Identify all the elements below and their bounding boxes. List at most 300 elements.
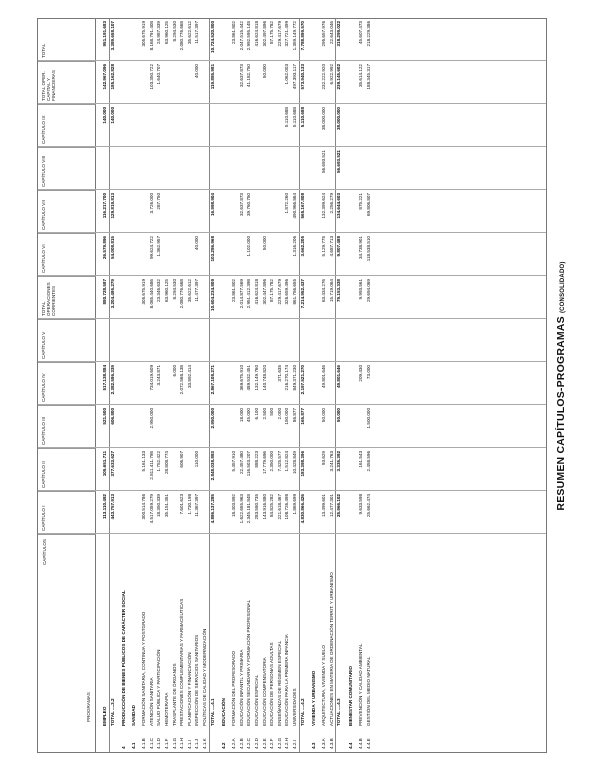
cell-cap8 [358,147,365,190]
table-row [262,19,269,752]
cell-total-op-corr: 23.346.632 [156,279,162,302]
cell-cap2 [172,448,179,491]
row-code [110,727,117,749]
row-label: TOTAL ....4.1 [209,698,215,726]
cell-cap8 [187,147,194,190]
cell-cap8 [164,147,171,190]
cell-total-op-corr [221,276,228,319]
cell-total-op-corr: 2.951.412.398 [246,279,252,309]
cell-cap4: 209.430 [358,365,363,382]
cell-cap8 [194,147,201,190]
cell-total: 2.992.595.148 [246,21,252,51]
row-code: 4.2.C [246,738,252,749]
cell-cap8 [277,147,284,190]
row-code: 4.3 [311,742,317,749]
row-label: EDUCACIÓN PARA LA PRIMERA INFANCIA [284,634,290,726]
cell-cap6: 9.807.488 [336,236,342,257]
row-label: EMPLEO [102,706,107,726]
total-separator [109,19,110,752]
cell-cap4: 132.149.760 [254,365,259,391]
cell-cap9 [254,104,261,147]
row-code: 4.2.B [238,738,244,749]
row-code: 4.2 [221,742,227,749]
cell-cap2: 888.223 [254,451,259,468]
cell-cap9: 140.000 [102,107,107,124]
cell-total-op-cap: 232.222.920 [321,64,327,90]
cell-total-op-corr: 326.659.496 [284,279,290,305]
cell-total: 22.643.046 [328,21,334,44]
cell-total [311,18,318,61]
cell-cap2: 3.335.392 [336,451,342,472]
cell-cap4: 371.635 [276,365,282,382]
cell-cap3: 45.000 [246,408,252,423]
cell-total-op-cap: 142.967.096 [102,64,107,90]
cell-total-op-cap: 6.922.992 [328,64,334,85]
cell-cap2: 3.241.763 [328,451,334,472]
cell-cap8 [121,147,128,190]
cell-total-op-cap: 41.182.750 [246,64,252,87]
cell-cap9 [172,104,179,147]
cell-total-op-corr: 305.675.919 [141,279,147,305]
cell-cap6: 3.662.205 [299,236,305,257]
row-label: EDUCACIÓN [221,698,227,726]
cell-cap9: 5.110.688 [299,107,305,128]
cell-total: 229.417.679 [276,21,282,47]
cell-cap9: 5.110.688 [292,107,297,128]
cell-total-op-corr: 416.624.818 [254,279,259,305]
cell-cap2: 1.512.824 [284,451,290,472]
cell-cap9 [277,104,284,147]
cell-cap5 [321,319,328,362]
cell-total-op-cap: 32.637.873 [238,64,244,87]
cell-total: 63.960.125 [164,21,169,44]
cell-cap5 [358,319,365,362]
cell-total: 327.721.499 [284,21,290,47]
cell-cap4 [221,362,228,405]
cell-total-op-corr: 8.065.440.686 [148,279,154,309]
cell-total: 305.675.919 [141,21,147,47]
cell-cap2: 2.848.038.893 [209,451,215,481]
cell-cap1 [221,491,228,534]
cell-cap1: 11.367.397 [194,494,200,517]
cell-cap2: 28.808.774 [164,451,169,474]
cell-total-op-cap: 1.640.707 [156,64,162,85]
cell-cap1 [172,491,179,534]
cell-total-op-cap [187,61,194,104]
cell-total-op-cap [277,61,284,104]
cell-cap9 [210,104,217,147]
row-label: TOTAL ....4.2 [299,698,305,726]
cell-cap4: 49.801.646 [321,365,327,388]
cell-cap7 [187,190,194,233]
cell-cap8 [246,147,253,190]
cell-cap9 [141,104,148,147]
table-row-total [221,19,228,752]
cell-cap7: 565.167.808 [299,193,305,219]
row-label: SALUD PÚBLICA Y PARTICIPACIÓN [156,649,162,726]
cell-total: 2.080.776.668 [179,21,185,51]
cell-cap3: 2.950.000 [209,408,215,429]
row-label: POLÍTICAS DE CALIDAD Y MODERNIZACIÓN [202,628,207,726]
cell-cap5 [121,319,128,362]
cell-cap2: 105.651.711 [102,451,107,477]
row-label: PRESTACIONES COMPLEMENTARIAS Y FARMACÉUTICAS [179,598,185,726]
total-separator [299,19,300,752]
cell-cap6 [311,233,318,276]
cell-cap1: 108.726.498 [284,494,290,520]
cell-total-op-corr: 29.694.069 [365,279,371,302]
cell-total [131,18,138,61]
cell-cap6: 26.579.896 [102,236,107,259]
cell-cap8 [269,147,276,190]
cell-total-op-corr: 79.153.338 [336,279,342,302]
cell-total-op-cap: 50.000 [261,64,267,79]
cell-cap2: 10.428.849 [292,451,297,474]
cell-cap7: 490.966.864 [292,193,297,219]
cell-cap3 [121,405,128,448]
cell-cap2 [221,448,228,491]
cell-cap3 [172,405,179,448]
cell-total-op-corr: 2.080.776.668 [179,279,185,309]
cell-cap8 [348,147,355,190]
table-row-total [348,19,355,752]
cell-cap1: 9.633.598 [358,494,363,515]
cell-cap5 [187,319,194,362]
cell-cap9 [231,104,238,147]
cell-cap8: 56.693.521 [321,150,327,173]
cell-cap4 [164,362,171,405]
row-label: EDUCACIÓN INFANTIL Y PRIMARIA [238,649,244,726]
cell-cap6: 118.538.510 [365,236,371,262]
cell-total-op-corr: 23.861.802 [231,279,237,302]
cell-cap3 [221,405,228,448]
cell-cap9 [149,104,156,147]
cell-cap5 [366,319,373,362]
cell-total: 35.622.612 [186,21,192,44]
cell-cap9: 140.000 [109,107,115,124]
table-row [366,19,373,752]
table-row [156,19,163,752]
cell-cap1: 35.151.351 [164,494,169,517]
cell-cap8: 56.693.521 [336,150,342,173]
cell-cap5 [149,319,156,362]
cell-cap5 [231,319,238,362]
cell-cap4: 489.532.451 [246,365,252,391]
cell-cap6 [221,233,228,276]
cell-cap6 [141,233,148,276]
cell-cap9 [269,104,276,147]
cell-cap3 [194,405,201,448]
table-row [277,19,284,752]
header-cap4: CAPÍTULO IV [38,362,96,405]
table-row [149,19,156,752]
cell-cap3 [358,405,365,448]
cell-total-op-cap: 119.885.981 [209,64,215,90]
row-label: UNIVERSIDADES [292,688,297,726]
cell-cap4 [131,362,138,405]
cell-cap4: 2.382.586.339 [109,365,115,395]
cell-cap2: 7.425.577 [276,451,282,472]
cell-total-op-corr: 861.756.655 [292,279,297,305]
cell-cap9 [179,104,186,147]
cell-cap1: 300.514.786 [141,494,147,520]
cell-cap2: 161.543 [358,451,363,468]
cell-cap1: 12.477.301 [328,494,334,517]
cell-cap8 [254,147,261,190]
row-label: ARQUITECTURA, VIVIENDA Y SUELO [321,644,327,726]
cell-cap7: 287.750 [156,193,162,210]
cell-cap2: 606.907 [179,451,185,468]
cell-cap1: 25.966.102 [336,494,342,517]
row-label: SANIDAD [131,705,137,726]
cell-cap8 [366,147,373,190]
cell-cap8 [221,147,228,190]
cell-total-op-cap [231,61,238,104]
cell-cap2: 5.161.133 [141,451,147,472]
cell-cap1: 221.618.467 [276,494,282,520]
cell-cap1: 1.869.699 [292,494,297,515]
cell-cap1: 143.916.880 [261,494,267,520]
row-code: 4.2.D [254,738,259,749]
cell-cap4: 216.270.174 [284,365,290,391]
table-row-total [131,19,138,752]
row-code: 4.1.K [202,738,207,749]
cell-cap7: 39.760.750 [246,193,252,216]
cell-cap1: 4.886.137.285 [209,494,215,524]
cell-cap4 [121,362,128,405]
cell-cap3 [187,405,194,448]
cell-total-op-corr: 35.622.612 [186,279,192,302]
cell-total: 318.299.022 [336,21,342,47]
cell-total: 951.191.683 [102,21,107,47]
column-divider [38,404,546,405]
cell-cap1 [311,491,318,534]
cell-cap5 [156,319,163,362]
cell-total-op-corr: 229.417.679 [276,279,282,305]
cell-cap7 [194,190,201,233]
cell-total: 416.624.818 [254,21,259,47]
header-cap9: CAPÍTULO IX [38,104,96,147]
table-row [231,19,238,752]
table-row [269,19,276,752]
cell-cap9: 5.110.688 [284,107,290,128]
cell-cap5 [221,319,228,362]
cell-cap8 [110,147,117,190]
cell-cap6: 1.362.957 [156,236,162,257]
row-code: 4.1.D [156,738,162,749]
cell-cap5 [246,319,253,362]
cell-cap9 [121,104,128,147]
cell-cap1: 1.730.198 [186,494,192,515]
cell-cap6 [239,233,246,276]
cell-cap7: 16.998.904 [209,193,215,216]
cell-cap6: 1.102.000 [246,236,252,257]
cell-cap1: 4.830.866.426 [299,494,305,524]
cell-cap4 [141,362,148,405]
cell-cap3 [348,405,355,448]
cell-cap8 [284,147,291,190]
cell-cap7: 134.644.603 [336,193,342,219]
cell-total-op-cap [121,61,128,104]
cell-cap5 [311,319,318,362]
cell-total-op-cap [141,61,148,104]
cell-cap4: 369.675.910 [238,365,244,391]
cell-cap5 [254,319,261,362]
cell-cap7: 129.819.813 [109,193,115,219]
cell-cap3 [156,405,163,448]
cell-cap9 [131,104,138,147]
cell-cap6: 1.316.206 [292,236,297,257]
cell-total-op-corr: 7.214.952.437 [299,279,305,309]
cell-total [221,18,228,61]
cell-cap9 [348,104,355,147]
cell-total-op-cap [164,61,171,104]
column-divider [38,447,546,448]
row-label: HEMOTERAPIA [164,692,169,726]
cell-cap7: 3.726.000 [148,193,154,214]
cell-cap7 [179,190,186,233]
cell-cap4: 2.072.568.138 [179,365,185,395]
cell-cap6 [131,233,138,276]
column-divider [38,103,546,104]
table-row [246,19,253,752]
cell-cap6 [231,233,238,276]
cell-cap6: 4.687.713 [328,236,334,257]
row-code: 4.2.A [231,738,237,749]
header-programas [38,534,96,752]
table-row [164,19,171,752]
cell-cap3: 6.100 [254,408,259,420]
table-row-total [210,19,217,752]
cell-total-op-cap: 35.614.122 [358,64,363,87]
cell-total-op-cap [311,61,318,104]
table-row [284,19,291,752]
row-code: 4.4 [348,742,353,749]
cell-cap3: 150.000 [284,408,290,425]
cell-cap8 [179,147,186,190]
row-label: PREVENCIÓN Y CALIDAD AMBIENTAL [358,643,363,726]
cell-cap5 [348,319,355,362]
column-divider [38,533,546,534]
cell-cap2: 2.458.596 [365,451,371,472]
cell-cap7 [254,190,261,233]
table-row [321,19,328,752]
cell-cap7 [172,190,179,233]
cell-total-op-cap [179,61,186,104]
cell-total-op-cap [221,61,228,104]
column-divider [38,146,546,147]
cell-total-op-corr: 8.294.530 [171,279,177,300]
cell-cap4: 517.138.884 [102,365,107,391]
cell-cap6 [164,233,171,276]
cell-cap2: 116.503.207 [246,451,252,477]
cell-cap1: 283.580.735 [254,494,259,520]
cell-cap1 [121,491,128,534]
cell-cap1: 18.350.339 [156,494,162,517]
row-label: ACTUACIONES EN MATERIA DE ORDENACIÓN TERRIT. Y URBANISMO [328,572,334,726]
cell-total-op-corr: 9.993.561 [358,279,363,300]
column-divider [38,318,546,319]
cell-cap5 [179,319,186,362]
cell-cap4 [194,362,201,405]
table-row-total [311,19,318,752]
row-code [210,727,217,749]
table-row [194,19,201,752]
column-divider [38,232,546,233]
title-subtitle: (CONSOLIDADO) [560,261,566,314]
cell-cap6: 5.129.775 [321,236,327,257]
table-row-total [121,19,128,752]
cell-cap6 [179,233,186,276]
table-row [187,19,194,752]
cell-cap9 [194,104,201,147]
cell-total-op-corr [121,276,128,319]
row-label: ENSEÑANZAS DE RÉGIMEN ESPECIAL [276,640,282,726]
cell-total-op-corr: 302.447.896 [261,279,267,305]
cell-cap2 [311,448,318,491]
cell-total-op-corr: 15.719.064 [328,279,334,302]
cell-cap3 [311,405,318,448]
row-code: 4.2.E [261,738,267,749]
column-divider [38,189,546,190]
cell-cap6: 103.286.968 [209,236,215,262]
row-label: FORMACIÓN SANITARIA, CONTINUA Y POSTGRADO [141,611,147,726]
cell-cap1: 4.517.059.279 [148,494,154,524]
header-cap1: CAPÍTULO I [38,491,96,534]
cell-cap2: 1.752.422 [156,451,162,472]
cell-total: 11.517.397 [194,21,200,44]
cell-cap9: 38.000.000 [336,107,342,130]
cell-cap5 [277,319,284,362]
cell-cap7: 32.637.873 [238,193,244,216]
row-label: BIENESTAR COMUNITARIO [348,665,353,726]
cell-total: 87.175.782 [269,21,275,44]
cell-cap7: 116.217.700 [102,193,107,219]
cell-cap9 [156,104,163,147]
cell-cap5 [269,319,276,362]
cell-cap4: 2.867.108.271 [209,365,215,395]
cell-cap6 [254,233,261,276]
cell-cap9 [358,104,365,147]
cell-cap7 [277,190,284,233]
cell-total-op-cap [348,61,355,104]
cell-cap4: 849.371.230 [292,365,297,391]
cell-cap1 [131,491,138,534]
cell-total-op-cap: 188.345.317 [365,64,371,90]
total-separator [335,19,336,752]
cell-cap3: 2.500 [261,408,267,420]
cell-cap7 [141,190,148,233]
cell-cap7 [262,190,269,233]
row-label: TOTAL ....3.2 [109,698,115,726]
cell-cap1: 84.825.282 [269,494,275,517]
cell-cap6 [172,233,179,276]
cell-cap3 [231,405,238,448]
cell-total-op-cap: 103.350.722 [148,64,154,90]
cell-total-op-corr: 10.604.234.809 [209,279,215,311]
cell-cap3 [141,405,148,448]
cell-total-op-cap: 185.162.828 [109,64,115,90]
cell-cap6: 99.624.722 [148,236,154,259]
row-code: 4.1.F [164,738,169,749]
cell-cap9 [311,104,318,147]
cell-cap7 [269,190,276,233]
row-code: 4 [121,746,127,749]
cell-total-op-corr: 3.204.495.279 [109,279,115,309]
cell-cap2: 110.000 [194,451,200,468]
cell-total-op-corr: 63.434.276 [321,279,327,302]
row-code: 4.1 [131,742,137,749]
